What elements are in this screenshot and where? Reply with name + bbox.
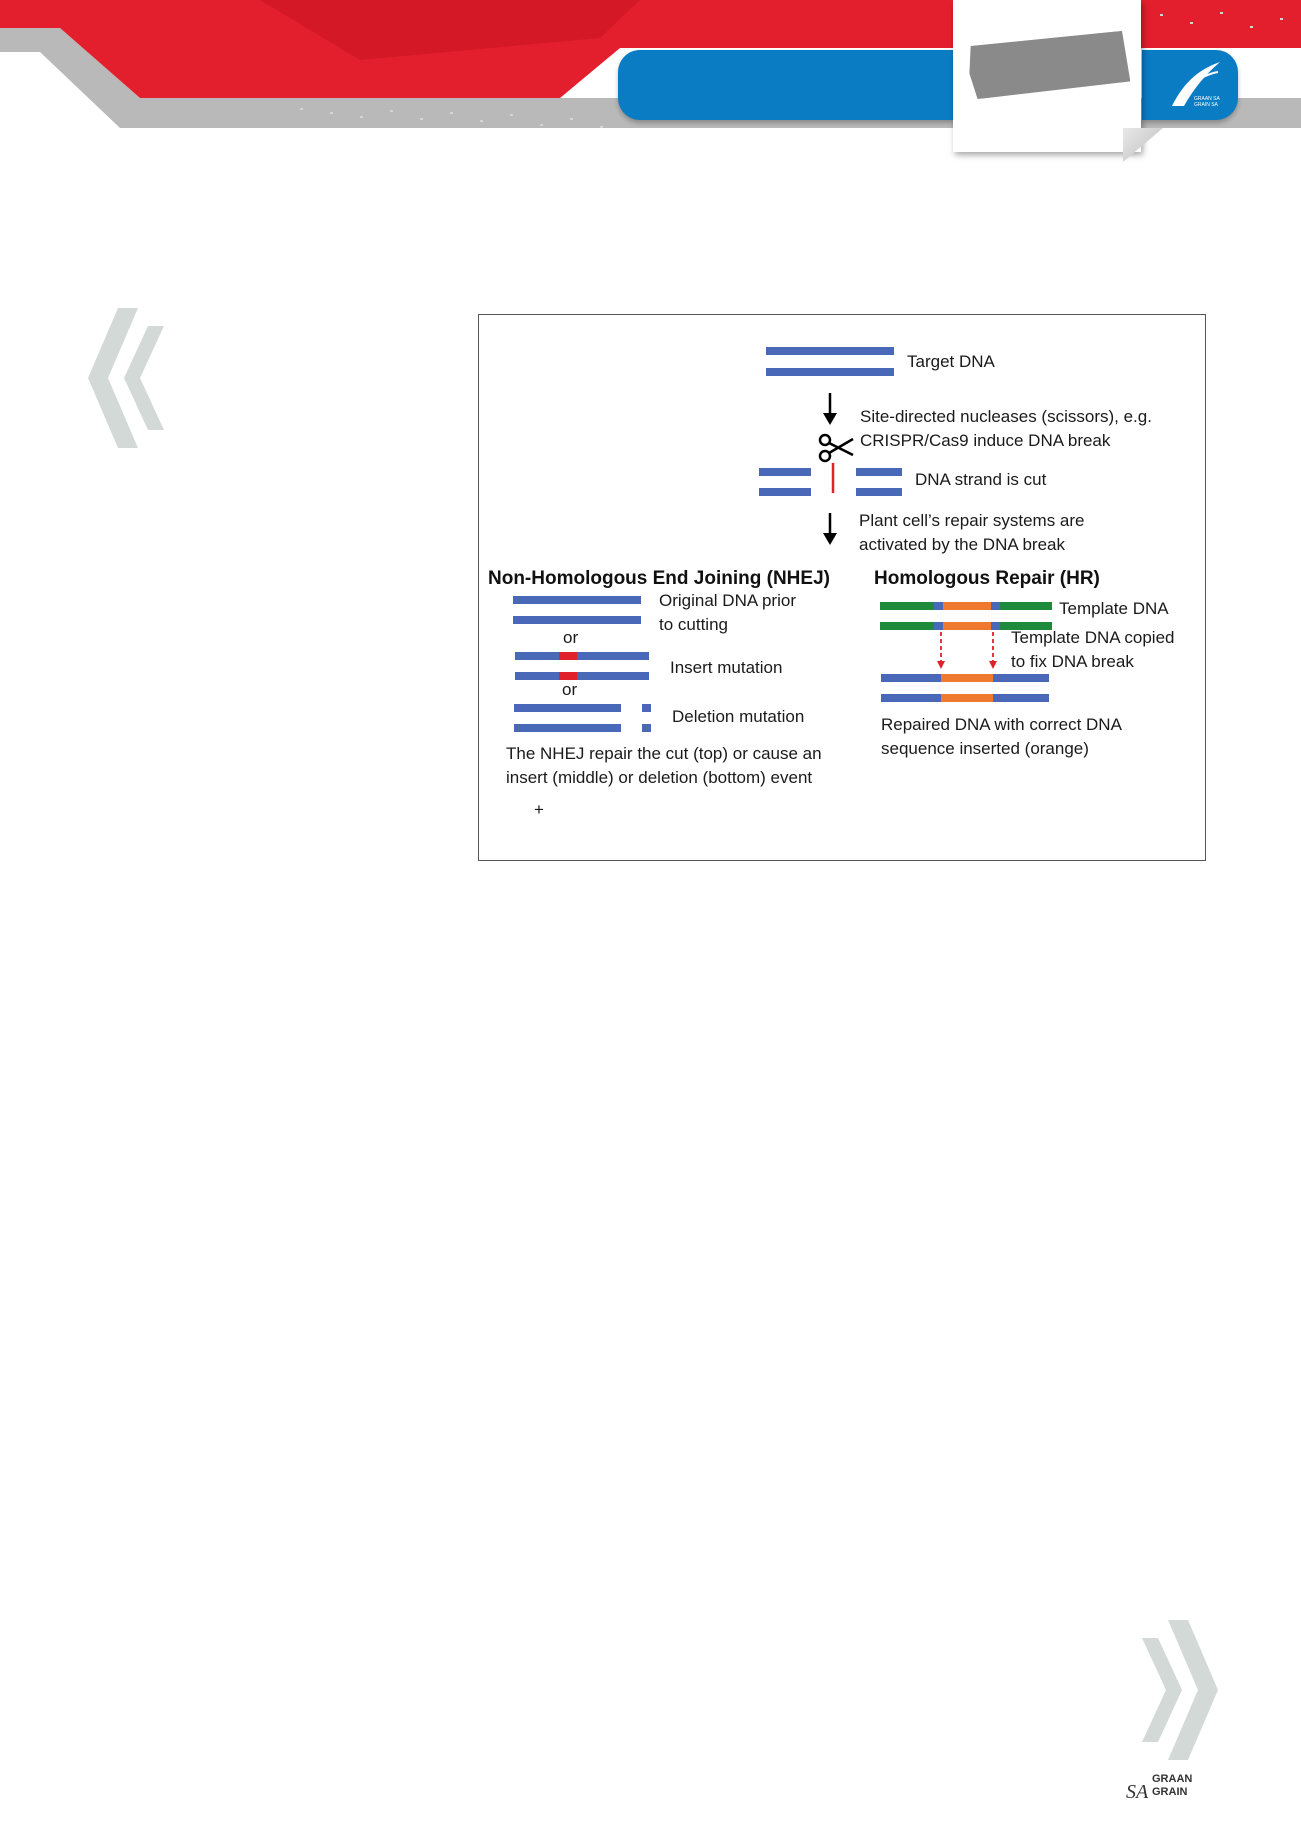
hr-repaired-top (881, 674, 1049, 682)
nhej-or-1: or (563, 628, 579, 647)
hr-repaired-line2: sequence inserted (orange) (881, 739, 1089, 758)
nhej-title: Non-Homologous End Joining (NHEJ) (488, 568, 830, 589)
step1-line1: Site-directed nucleases (scissors), e.g. (860, 407, 1152, 426)
nhej-original-line2: to cutting (659, 615, 728, 634)
dna-repair-figure (478, 314, 1206, 861)
wheat-leaf-icon (1142, 50, 1238, 120)
nhej-caption-line1: The NHEJ repair the cut (top) or cause an (506, 744, 822, 763)
page-header (0, 0, 1301, 170)
scissors-icon (820, 435, 853, 461)
down-arrow-2 (823, 513, 837, 545)
footer-logo-grain: GRAIN (1152, 1786, 1188, 1798)
header-blue-bar-right (1142, 50, 1238, 120)
footer-logo-sa: SA (1126, 1781, 1149, 1803)
hr-copy-arrows (937, 632, 997, 669)
svg-text:GRAAN SA: GRAAN SA (1194, 96, 1220, 102)
footer-logo-graan: GRAAN (1152, 1773, 1193, 1785)
nhej-deletion-label: Deletion mutation (672, 707, 805, 726)
step1-line2: CRISPR/Cas9 induce DNA break (860, 431, 1111, 450)
nhej-original-line1: Original DNA prior (659, 591, 796, 610)
hr-template-label: Template DNA (1059, 599, 1169, 618)
opening-quote-icon (88, 308, 178, 448)
hr-title: Homologous Repair (HR) (874, 568, 1100, 589)
nhej-caption-line2: insert (middle) or deletion (bottom) event (506, 768, 813, 787)
figure-diagram (479, 315, 1207, 862)
down-arrow-1 (823, 393, 837, 425)
hr-copy-line1: Template DNA copied (1011, 628, 1175, 647)
nhej-plus: + (534, 800, 544, 819)
step2-line2: activated by the DNA break (859, 535, 1066, 554)
nhej-insert-red-bottom (559, 672, 577, 680)
nhej-original-bottom (513, 616, 641, 624)
nhej-deletion-bottom-end (642, 724, 651, 732)
svg-text:GRAIN SA: GRAIN SA (1194, 102, 1218, 108)
nhej-deletion-top-end (642, 704, 651, 712)
cut-dna-left-bottom (759, 488, 811, 496)
target-dna-strand-bottom (766, 368, 894, 376)
header-blue-bar (618, 50, 956, 120)
hr-repaired-bottom (881, 694, 1049, 702)
hr-template-top (880, 602, 1052, 610)
header-tab (953, 0, 1141, 152)
nhej-insert-label: Insert mutation (670, 658, 783, 677)
nhej-deletion-bottom (514, 724, 621, 732)
cut-dna-right-top (856, 468, 902, 476)
nhej-insert-top (515, 652, 649, 660)
tape-label (967, 30, 1131, 99)
footer-logo (1126, 1773, 1206, 1805)
nhej-insert-red-top (559, 652, 577, 660)
cut-dna-right-bottom (856, 488, 902, 496)
cut-label: DNA strand is cut (915, 470, 1047, 489)
target-dna-label: Target DNA (907, 352, 995, 371)
hr-copy-line2: to fix DNA break (1011, 652, 1134, 671)
nhej-original-top (513, 596, 641, 604)
hr-repaired-line1: Repaired DNA with correct DNA (881, 715, 1122, 734)
nhej-or-2: or (562, 680, 578, 699)
target-dna-strand-top (766, 347, 894, 355)
step2-line1: Plant cell’s repair systems are (859, 511, 1085, 530)
nhej-deletion-top (514, 704, 621, 712)
cut-dna-left-top (759, 468, 811, 476)
nhej-insert-bottom (515, 672, 649, 680)
closing-quote-icon (1128, 1620, 1218, 1760)
